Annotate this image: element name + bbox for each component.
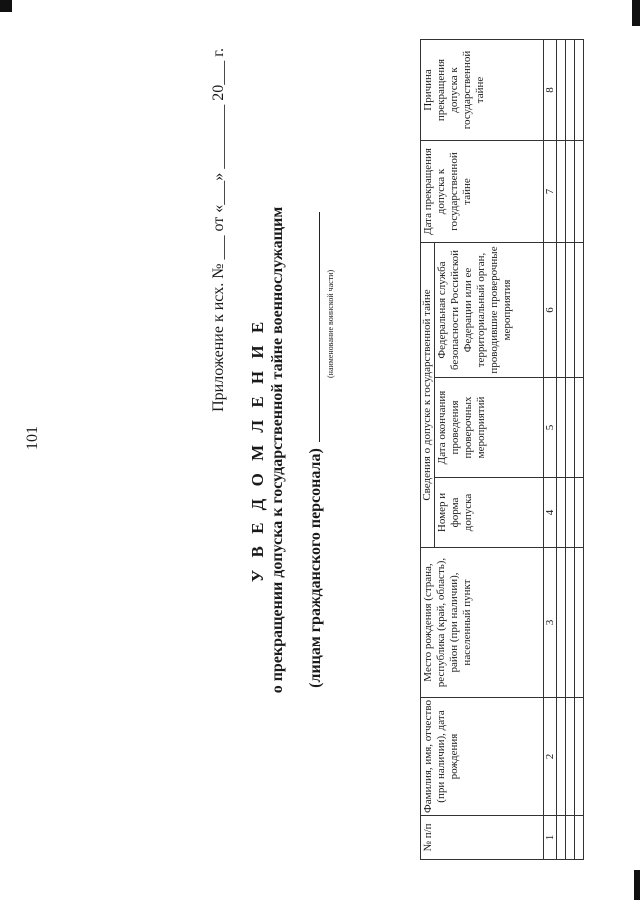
organization-row xyxy=(305,40,325,860)
col-reason-header: Причина прекращения допуска к государственной тайне xyxy=(421,39,544,140)
document-title: У В Е Д О М Л Е Н И Е xyxy=(248,317,267,583)
column-number: 1 xyxy=(544,816,557,860)
notice-table xyxy=(420,39,584,860)
table-cell xyxy=(575,698,584,816)
table-header-row xyxy=(421,39,435,859)
table-cell xyxy=(566,140,575,242)
table-cell xyxy=(557,548,566,698)
table-cell xyxy=(566,378,575,478)
page-number: 101 xyxy=(24,426,41,450)
col-fsb-header: Федеральная служба безопасности Российской Федерации или ее территориальный орган, проводившие проверочные мероприятия xyxy=(435,242,544,377)
column-number: 5 xyxy=(544,378,557,478)
table-cell xyxy=(566,548,575,698)
notice-table-wrap xyxy=(420,39,584,860)
column-number: 7 xyxy=(544,140,557,242)
table-cell xyxy=(557,242,566,377)
column-number: 3 xyxy=(544,548,557,698)
table-cell xyxy=(557,816,566,860)
table-cell xyxy=(566,242,575,377)
column-number: 6 xyxy=(544,242,557,377)
col-number-header: № п/п xyxy=(421,816,544,860)
col-termination-date-header: Дата прекращения допуска к государственной тайне xyxy=(421,140,544,242)
table-cell xyxy=(575,478,584,548)
table-cell xyxy=(557,478,566,548)
table-cell xyxy=(575,378,584,478)
table-row xyxy=(575,39,584,859)
col-check-end-date-header: Дата окончания проведения проверочных мероприятий xyxy=(435,378,544,478)
title-block xyxy=(248,40,287,860)
col-name-header: Фамилия, имя, отчество (при наличии), дата рождения xyxy=(421,698,544,816)
col-birthplace-header: Место рождения (страна, республика (край, область), район (при наличии), населенный пункт xyxy=(421,548,544,698)
table-cell xyxy=(557,140,566,242)
column-number: 8 xyxy=(544,39,557,140)
scan-edge-bottom-right xyxy=(634,870,640,900)
table-cell xyxy=(575,242,584,377)
table-cell xyxy=(575,140,584,242)
table-cell xyxy=(566,39,575,140)
col-clearance-number-header: Номер и форма допуска xyxy=(435,478,544,548)
table-column-numbers-row xyxy=(544,39,557,859)
table-cell xyxy=(575,816,584,860)
table-cell xyxy=(575,39,584,140)
rotated-document xyxy=(210,40,556,860)
table-cell xyxy=(557,39,566,140)
table-row xyxy=(566,39,575,859)
scan-edge-top-left xyxy=(0,0,12,12)
column-number: 4 xyxy=(544,478,557,548)
appendix-line: Приложение к исх. № ___ от «___» ________ 20___ г. xyxy=(210,48,227,412)
table-cell xyxy=(566,816,575,860)
organization-blank-line xyxy=(305,212,320,442)
table-cell xyxy=(575,548,584,698)
table-cell xyxy=(566,698,575,816)
table-cell xyxy=(557,378,566,478)
column-number: 2 xyxy=(544,698,557,816)
col-clearance-group-header: Сведения о допуске к государственной тайне xyxy=(421,242,435,547)
document-subtitle: о прекращении допуска к государственной тайне военнослужащим xyxy=(269,206,286,694)
organization-caption: (наименование воинской части) xyxy=(326,269,335,378)
scan-edge-top-right xyxy=(632,0,640,26)
table-row xyxy=(557,39,566,859)
document-subtitle-2: (лицам гражданского персонала) xyxy=(307,448,324,688)
table-cell xyxy=(557,698,566,816)
table-cell xyxy=(566,478,575,548)
